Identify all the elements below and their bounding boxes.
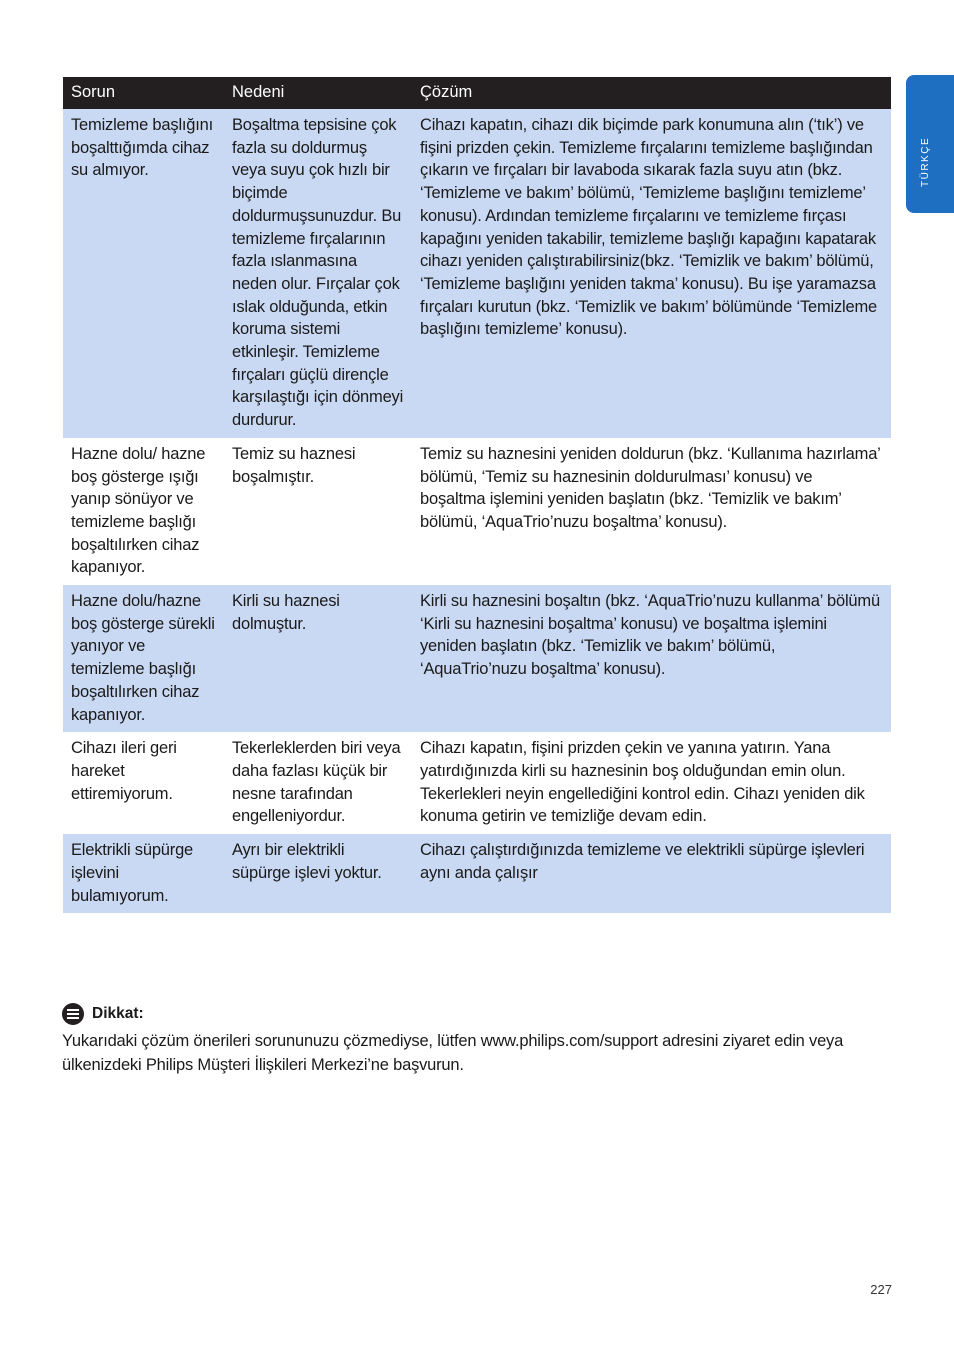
cause-cell: Kirli su haznesi dolmuştur. xyxy=(224,585,412,732)
header-problem: Sorun xyxy=(63,77,224,109)
solution-cell: Temiz su haznesini yeniden doldurun (bkz. ‘Kullanıma hazırlama’ bölümü, ‘Temiz su haznesinin doldurulması’ konusu) ve boşaltma işlemini yeniden başlatın (bkz. ‘Temizlik ve bakım’ bölümü, ‘AquaTrio’nuzu boşaltma’ konusu). xyxy=(412,438,891,585)
table-row xyxy=(63,732,891,834)
page-number: 227 xyxy=(870,1282,892,1297)
solution-cell: Cihazı kapatın, cihazı dik biçimde park konumuna alın (‘tık’) ve fişini prizden çekin. Temizleme fırçalarını temizleme başlığından çıkarın ve fırçaları bir lavaboda sıkarak fazla suyu atın (bkz. ‘Temizleme ve bakım’ bölümü, ‘Temizleme başlığını temizleme’ konusu). Ardından temizleme fırçalarını ve temizleme fırçası kapağını yeniden takabilir, temizleme başlığı kapağını kapatarak cihazı yeniden çalıştırabilirsiniz(bkz. ‘Temizlik ve bakım’ bölümü, ‘Temizleme başlığını yeniden takma’ konusu). Bu işe yaramazsa fırçaları kurutun (bkz. ‘Temizlik ve bakım’ bölümünde ‘Temizleme başlığını temizleme’ konusu). xyxy=(412,109,891,438)
problem-cell: Temizleme başlığını boşalttığımda cihaz su almıyor. xyxy=(63,109,224,438)
table-row xyxy=(63,109,891,438)
cause-cell: Tekerleklerden biri veya daha fazlası küçük bir nesne tarafından engelleniyordur. xyxy=(224,732,412,834)
problem-cell: Hazne dolu/hazne boş gösterge sürekli yanıyor ve temizleme başlığı boşaltılırken cihaz kapanıyor. xyxy=(63,585,224,732)
language-tab-label: TÜRKÇE xyxy=(920,136,931,187)
solution-cell: Cihazı kapatın, fişini prizden çekin ve yanına yatırın. Yana yatırdığınızda kirli su haznesinin boş olduğundan emin olun. Tekerlekleri neyin engellediğini kontrol edin. Cihazı yeniden dik konuma getirin ve temizliğe devam edin. xyxy=(412,732,891,834)
header-cause: Nedeni xyxy=(224,77,412,109)
problem-cell: Elektrikli süpürge işlevini bulamıyorum. xyxy=(63,834,224,913)
solution-cell: Cihazı çalıştırdığınızda temizleme ve elektrikli süpürge işlevleri aynı anda çalışır xyxy=(412,834,891,913)
table-header-row xyxy=(63,77,891,109)
table-row xyxy=(63,585,891,732)
problem-cell: Cihazı ileri geri hareket ettiremiyorum. xyxy=(63,732,224,834)
cause-cell: Temiz su haznesi boşalmıştır. xyxy=(224,438,412,585)
language-tab xyxy=(906,75,954,213)
problem-cell: Hazne dolu/ hazne boş gösterge ışığı yanıp sönüyor ve temizleme başlığı boşaltılırken cihaz kapanıyor. xyxy=(63,438,224,585)
caution-title: Dikkat: xyxy=(92,1005,144,1022)
caution-icon xyxy=(62,1003,84,1025)
table-row xyxy=(63,438,891,585)
cause-cell: Ayrı bir elektrikli süpürge işlevi yoktur. xyxy=(224,834,412,913)
caution-note xyxy=(62,1003,882,1077)
header-solution: Çözüm xyxy=(412,77,891,109)
solution-cell: Kirli su haznesini boşaltın (bkz. ‘AquaTrio’nuzu kullanma’ bölümü ‘Kirli su haznesini boşaltma’ konusu) ve boşaltma işlemini yeniden başlatın (bkz. ‘Temizlik ve bakım’ bölümü, ‘AquaTrio’nuzu boşaltma’ konusu). xyxy=(412,585,891,732)
troubleshooting-table xyxy=(63,77,891,913)
caution-heading xyxy=(62,1003,882,1025)
caution-text: Yukarıdaki çözüm önerileri sorununuzu çözmediyse, lütfen www.philips.com/support adresini ziyaret edin veya ülkenizdeki Philips Müşteri İlişkileri Merkezi’ne başvurun. xyxy=(62,1032,844,1074)
cause-cell: Boşaltma tepsisine çok fazla su doldurmuş veya suyu çok hızlı bir biçimde doldurmuşsunuzdur. Bu temizleme fırçalarının fazla ıslanmasına neden olur. Fırçalar çok ıslak olduğunda, etkin koruma sistemi etkinleşir. Temizleme fırçaları güçlü dirençle karşılaştığı için dönmeyi durdurur. xyxy=(224,109,412,438)
table-row xyxy=(63,834,891,913)
